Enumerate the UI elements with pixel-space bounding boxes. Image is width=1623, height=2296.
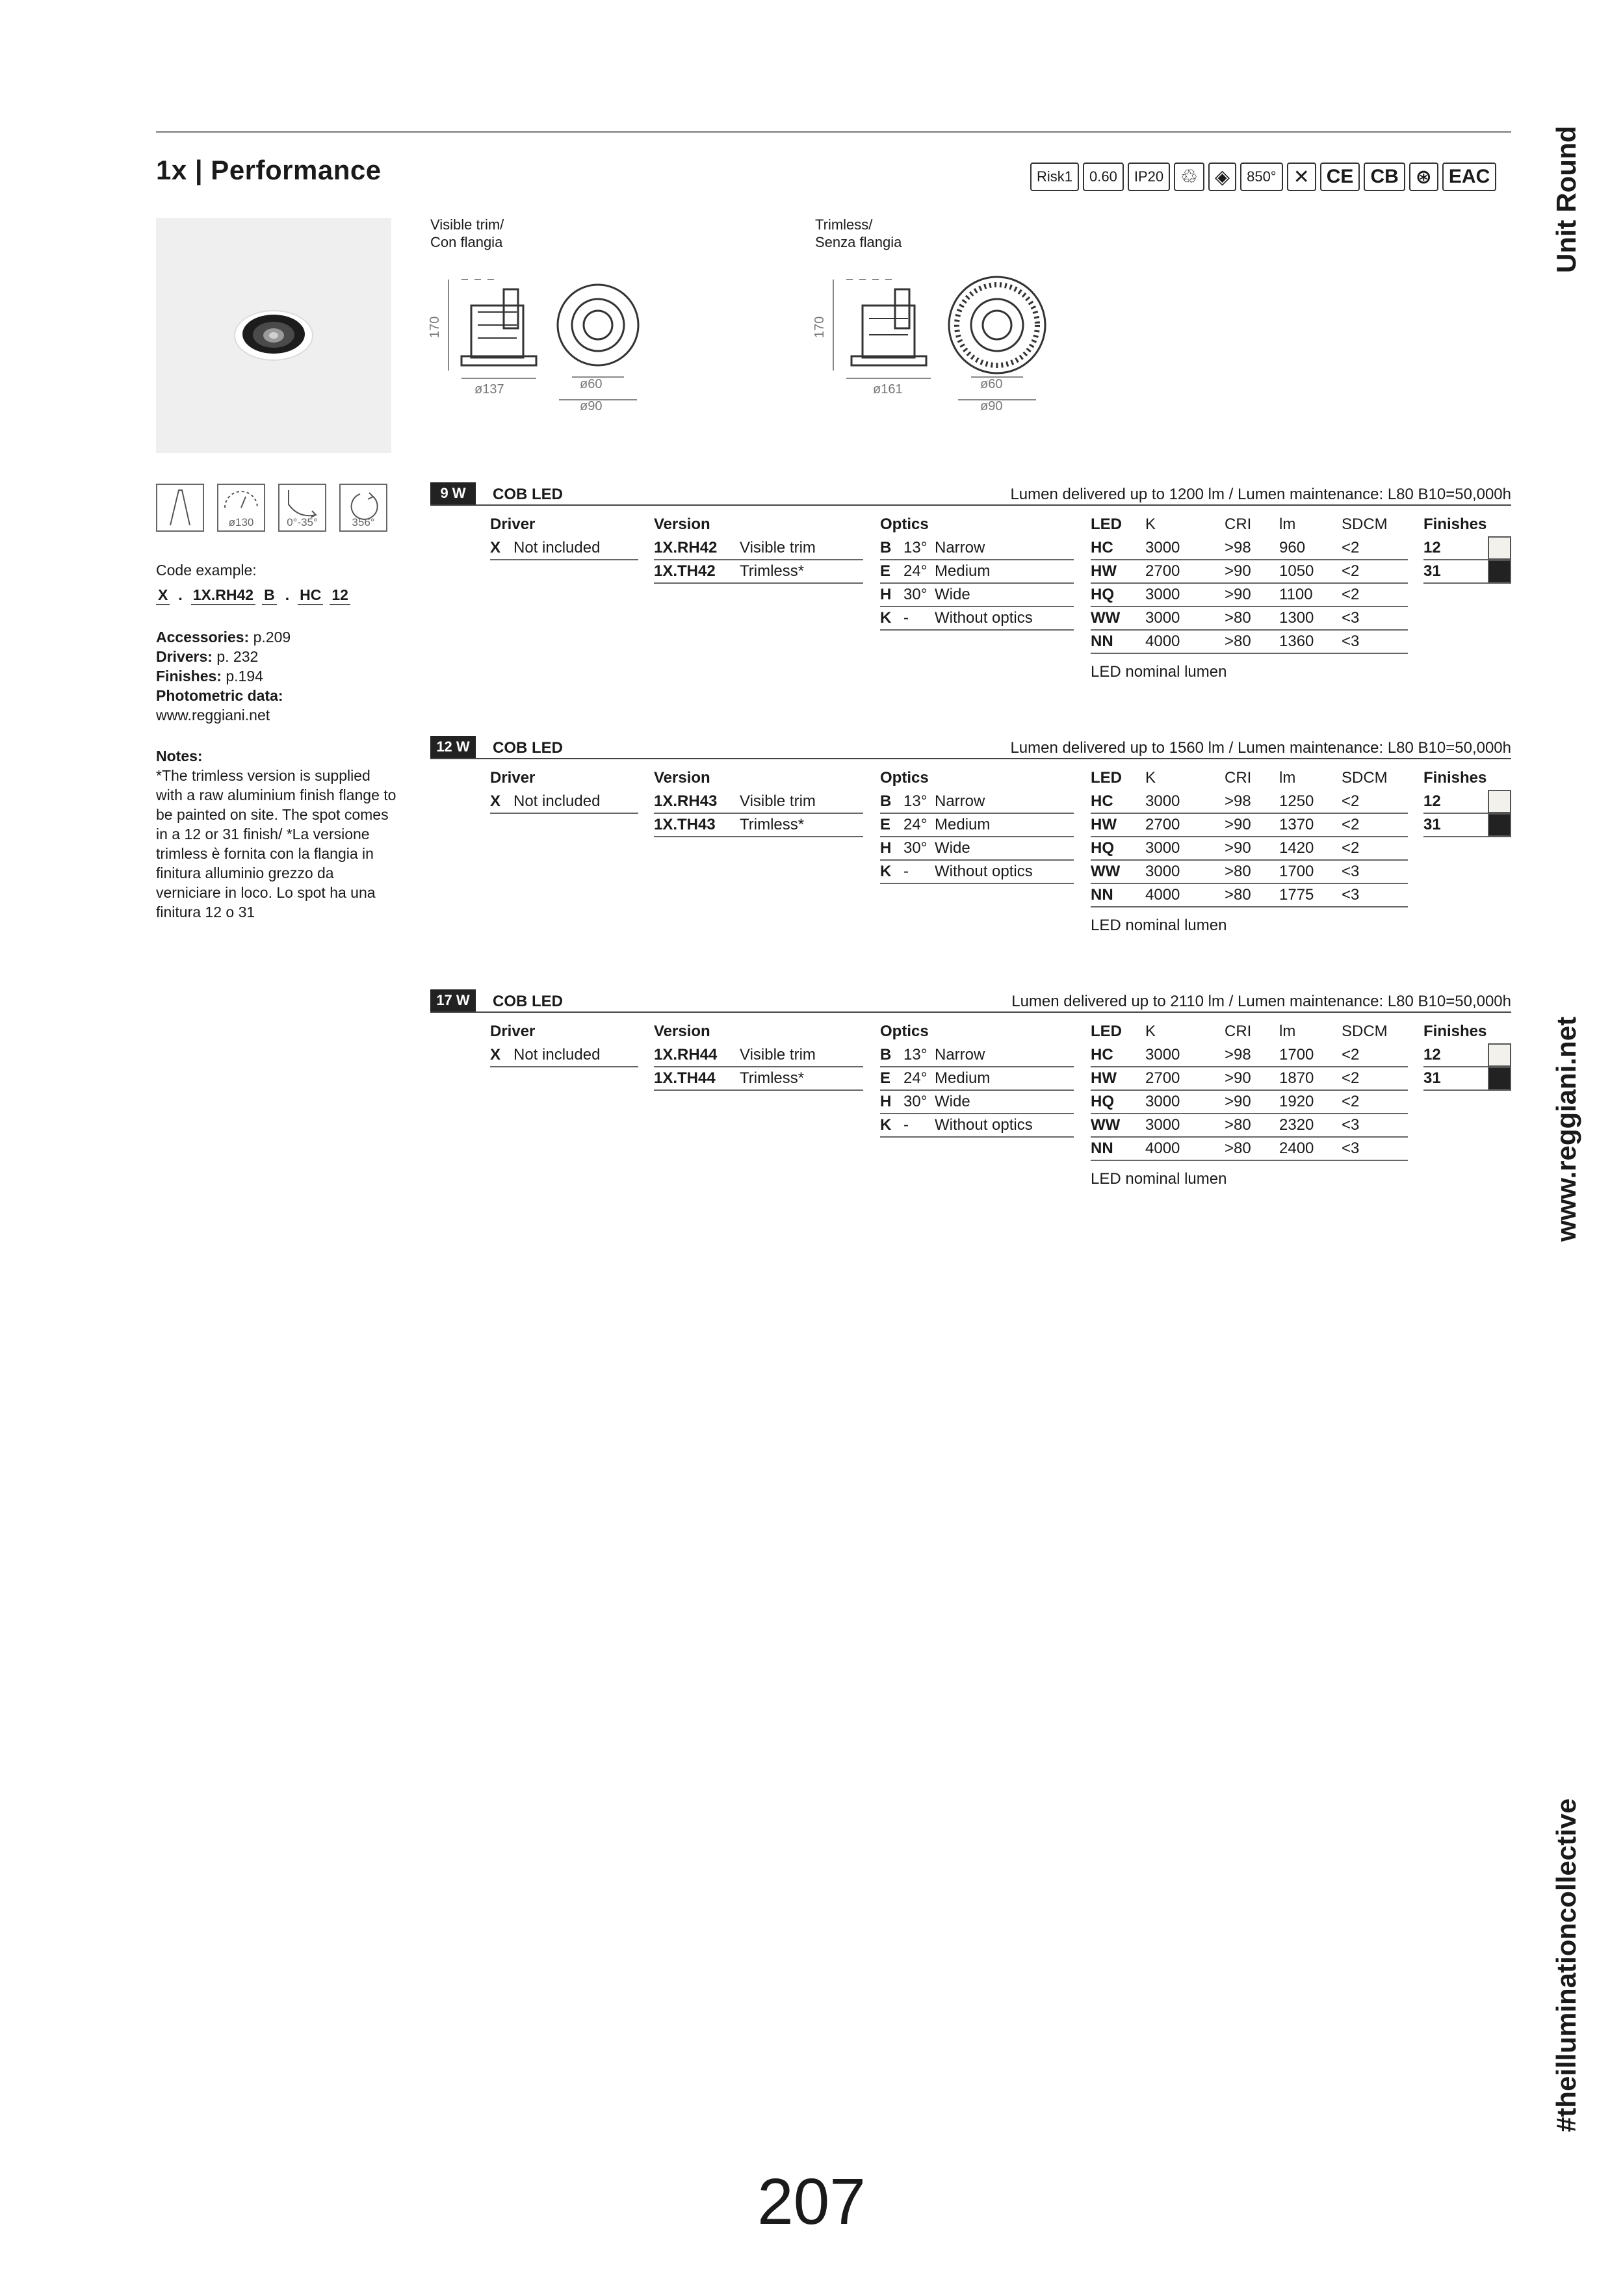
finishes-column: Finishes 12 31 (1423, 512, 1511, 584)
code-separator: . (285, 586, 290, 603)
recycle-icon: ♲ (1174, 163, 1204, 191)
table-row: 1X.RH44 Visible trim (654, 1044, 863, 1067)
finishes-column: Finishes 12 31 (1423, 766, 1511, 837)
table-row: E 24° Medium (880, 560, 1074, 584)
table-row: NN 4000 >80 1360 <3 (1091, 631, 1408, 654)
notes: Notes: *The trimless version is supplied with a raw aluminium finish flange to be painted on site. The spot comes in a 12 or 31 finish/ *La versione trimless è fornita con la flangia in finitura alluminio grezzo da verniciare in loco. Lo spot ha una finitura 12 o 31 (156, 748, 396, 920)
table-row: H 30° Wide (880, 584, 1074, 607)
table-row: K - Without optics (880, 861, 1074, 884)
nominal-note: LED nominal lumen (1091, 663, 1227, 681)
driver-column: Driver X Not included (490, 766, 638, 814)
led-type: COB LED (493, 993, 563, 1010)
table-row: HC 3000 >98 1700 <2 (1091, 1044, 1408, 1067)
top-rule (156, 131, 1511, 133)
power-badge: 9 W (430, 482, 476, 504)
table-row: WW 3000 >80 1700 <3 (1091, 861, 1408, 884)
power-section (430, 482, 1511, 697)
trimless-width: ø161 (873, 382, 903, 397)
optics-column: Optics B 13° Narrow E 24° Medium H 30° Wide K - Without optics (880, 512, 1074, 631)
cb-mark-icon: CB (1364, 163, 1405, 191)
table-row: NN 4000 >80 1775 <3 (1091, 884, 1408, 907)
lumen-note: Lumen delivered up to 1200 lm / Lumen maintenance: L80 B10=50,000h (1010, 486, 1511, 503)
led-type: COB LED (493, 486, 563, 503)
finish-swatch (1488, 560, 1511, 583)
table-row: 1X.RH42 Visible trim (654, 537, 863, 560)
product-photo (156, 218, 391, 453)
table-row: H 30° Wide (880, 1091, 1074, 1114)
power-badge: 12 W (430, 736, 476, 758)
led-column: LED K CRI lm SDCM HC 3000 >98 960 <2 HW 2700 >90 1050 <2 HQ 3000 >90 1100 <2 WW 3000 >80 1300 <3 NN 4000 >80 1360 <3 (1091, 512, 1408, 654)
cutout-icon: ø130 (217, 484, 265, 532)
visible-trim-width: ø137 (474, 382, 504, 397)
page-number: 207 (757, 2165, 866, 2238)
table-row: WW 3000 >80 2320 <3 (1091, 1114, 1408, 1138)
lumen-note: Lumen delivered up to 2110 lm / Lumen maintenance: L80 B10=50,000h (1011, 993, 1511, 1010)
visible-trim-outer: ø90 (580, 399, 603, 413)
lumen-note: Lumen delivered up to 1560 lm / Lumen maintenance: L80 B10=50,000h (1010, 739, 1511, 757)
references: Accessories: p.209 Drivers: p. 232 Finishes: p.194 Photometric data: www.reggiani.net (156, 629, 291, 724)
driver-column: Driver X Not included (490, 512, 638, 560)
finish-swatch (1488, 1067, 1511, 1090)
ce-mark-icon: CE (1320, 163, 1360, 191)
finish-swatch (1488, 813, 1511, 837)
table-row: K - Without optics (880, 607, 1074, 631)
optics-column: Optics B 13° Narrow E 24° Medium H 30° Wide K - Without optics (880, 1019, 1074, 1138)
section-header (430, 736, 1511, 759)
finish-row: 31 (1423, 1067, 1511, 1091)
table-row: E 24° Medium (880, 1067, 1074, 1091)
power-section (430, 989, 1511, 1204)
finish-row: 12 (1423, 537, 1511, 560)
risk-group-icon: Risk1 (1030, 163, 1079, 191)
visible-trim-label: Visible trim/ Con flangia (430, 216, 504, 250)
tilt-icon: 0°-35° (278, 484, 326, 532)
ip-rating-icon: IP20 (1128, 163, 1170, 191)
table-row: B 13° Narrow (880, 1044, 1074, 1067)
table-row: NN 4000 >80 2400 <3 (1091, 1138, 1408, 1161)
table-row: H 30° Wide (880, 837, 1074, 861)
power-badge: 17 W (430, 989, 476, 1011)
table-row: X Not included (490, 790, 638, 814)
section-header (430, 989, 1511, 1013)
nominal-note: LED nominal lumen (1091, 1170, 1227, 1188)
code-example-label: Code example: (156, 562, 257, 579)
hashtag-label: #theilluminationcollective (1551, 1798, 1581, 2132)
finish-swatch (1488, 536, 1511, 560)
table-row: HQ 3000 >90 1920 <2 (1091, 1091, 1408, 1114)
beam-angle-icon (156, 484, 204, 532)
trimless-outer: ø90 (980, 399, 1003, 413)
finish-swatch (1488, 1043, 1511, 1067)
table-row: X Not included (490, 1044, 638, 1067)
code-part-version: 1X.RH42 (191, 586, 255, 605)
table-row: HW 2700 >90 1050 <2 (1091, 560, 1408, 584)
optics-column: Optics B 13° Narrow E 24° Medium H 30° Wide K - Without optics (880, 766, 1074, 884)
table-row: X Not included (490, 537, 638, 560)
trimless-inner: ø60 (980, 377, 1003, 391)
power-section (430, 736, 1511, 950)
finish-row: 31 (1423, 814, 1511, 837)
website-label: www.reggiani.net (1551, 1016, 1581, 1242)
version-column: Version 1X.RH42 Visible trim 1X.TH42 Trimless* (654, 512, 863, 584)
led-column: LED K CRI lm SDCM HC 3000 >98 1700 <2 HW 2700 >90 1870 <2 HQ 3000 >90 1920 <2 WW 3000 >80 2320 <3 NN 4000 >80 2400 <3 (1091, 1019, 1408, 1161)
led-column: LED K CRI lm SDCM HC 3000 >98 1250 <2 HW 2700 >90 1370 <2 HQ 3000 >90 1420 <2 WW 3000 >80 1700 <3 NN 4000 >80 1775 <3 (1091, 766, 1408, 907)
table-row: K - Without optics (880, 1114, 1074, 1138)
rotation-icon: 356° (339, 484, 387, 532)
family-label: Unit Round (1551, 125, 1581, 273)
glow-wire-icon: 850° (1240, 163, 1283, 191)
page-title: 1x | Performance (156, 155, 382, 185)
visible-trim-drawing (442, 273, 650, 403)
code-part-led: HC (298, 586, 323, 605)
trimless-drawing (827, 273, 1048, 403)
visible-trim-height: 170 (428, 316, 442, 338)
table-row: B 13° Narrow (880, 790, 1074, 814)
version-column: Version 1X.RH43 Visible trim 1X.TH43 Trimless* (654, 766, 863, 837)
weight-icon: 0.60 (1083, 163, 1124, 191)
table-row: E 24° Medium (880, 814, 1074, 837)
table-row: HC 3000 >98 1250 <2 (1091, 790, 1408, 814)
visible-trim-inner: ø60 (580, 377, 603, 391)
finish-row: 12 (1423, 1044, 1511, 1067)
nominal-note: LED nominal lumen (1091, 917, 1227, 934)
table-row: B 13° Narrow (880, 537, 1074, 560)
table-row: HQ 3000 >90 1420 <2 (1091, 837, 1408, 861)
code-part-driver: X (156, 586, 170, 605)
eac-mark-icon: EAC (1442, 163, 1496, 191)
table-row: 1X.TH43 Trimless* (654, 814, 863, 837)
code-part-optics: B (262, 586, 277, 605)
table-row: HC 3000 >98 960 <2 (1091, 537, 1408, 560)
finishes-column: Finishes 12 31 (1423, 1019, 1511, 1091)
finish-swatch (1488, 790, 1511, 813)
finish-row: 31 (1423, 560, 1511, 584)
section-header (430, 482, 1511, 506)
trimless-label: Trimless/ Senza flangia (815, 216, 902, 250)
no-insulation-icon: ✕ (1287, 163, 1316, 191)
class-icon: ◈ (1208, 163, 1236, 191)
ccc-mark-icon: ⊛ (1409, 163, 1438, 191)
table-row: HQ 3000 >90 1100 <2 (1091, 584, 1408, 607)
driver-column: Driver X Not included (490, 1019, 638, 1067)
code-separator: . (178, 586, 183, 603)
code-part-finish: 12 (330, 586, 350, 605)
led-type: COB LED (493, 739, 563, 757)
code-example (156, 586, 350, 605)
table-row: 1X.TH44 Trimless* (654, 1067, 863, 1091)
table-row: HW 2700 >90 1370 <2 (1091, 814, 1408, 837)
table-row: 1X.TH42 Trimless* (654, 560, 863, 584)
version-column: Version 1X.RH44 Visible trim 1X.TH44 Trimless* (654, 1019, 863, 1091)
finish-row: 12 (1423, 790, 1511, 814)
table-row: 1X.RH43 Visible trim (654, 790, 863, 814)
trimless-height: 170 (812, 316, 827, 338)
table-row: WW 3000 >80 1300 <3 (1091, 607, 1408, 631)
certification-bar (1030, 163, 1496, 191)
table-row: HW 2700 >90 1870 <2 (1091, 1067, 1408, 1091)
